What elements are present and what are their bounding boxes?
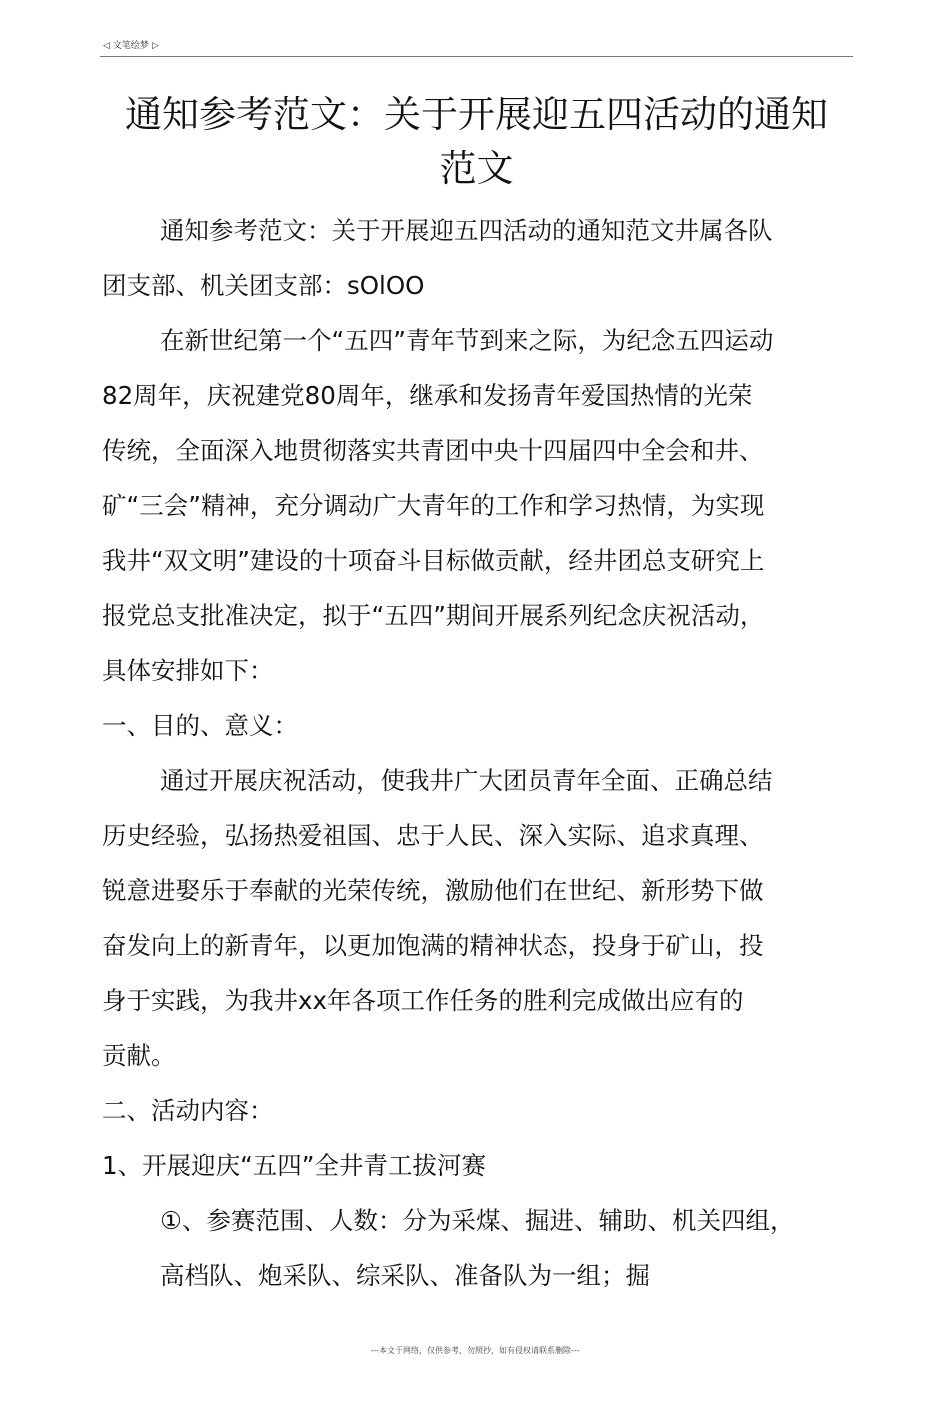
body-line: 团支部、机关团支部：sOlOO <box>102 271 425 300</box>
body-line: 通知参考范文：关于开展迎五四活动的通知范文井属各队 <box>160 216 773 245</box>
body-line: 历史经验，弘扬热爱祖国、忠于人民、深入实际、追求真理、 <box>102 821 764 850</box>
body-line: 矿“三会”精神，充分调动广大青年的工作和学习热情，为实现 <box>102 491 765 520</box>
section-heading: 二、活动内容： <box>102 1096 274 1125</box>
page-footer: ---本文于网络，仅供参考，勿照抄，如有侵权请联系删除--- <box>370 1346 580 1355</box>
header-label: 文笔绘梦 <box>112 41 149 51</box>
body-line: 贡献。 <box>102 1041 176 1070</box>
body-line: 高档队、炮采队、综采队、准备队为一组；掘 <box>160 1261 650 1290</box>
body-line: 82周年，庆祝建党80周年，继承和发扬青年爱国热情的光荣 <box>102 381 753 410</box>
section-heading: 一、目的、意义： <box>102 711 298 740</box>
body-line: 具体安排如下： <box>102 656 274 685</box>
left-triangle-icon: ◁ <box>103 41 110 51</box>
body-line: 奋发向上的新青年，以更加饱满的精神状态，投身于矿山，投 <box>102 931 764 960</box>
body-line: 身于实践，为我井xx年各项工作任务的胜利完成做出应有的 <box>102 986 744 1015</box>
document-title <box>100 88 853 196</box>
body-line: 传统，全面深入地贯彻落实共青团中央十四届四中全会和井、 <box>102 436 764 465</box>
body-line: 在新世纪第一个“五四”青年节到来之际，为纪念五四运动 <box>160 326 774 355</box>
page-header <box>100 40 853 57</box>
body-line: 报党总支批准决定，拟于“五四”期间开展系列纪念庆祝活动， <box>102 601 765 630</box>
right-triangle-icon: ▷ <box>151 41 159 51</box>
title-line-1: 通知参考范文：关于开展迎五四活动的通知 <box>125 93 828 136</box>
body-line: 锐意进娶乐于奉献的光荣传统，激励他们在世纪、新形势下做 <box>102 876 764 905</box>
subsection-heading: 1、开展迎庆“五四”全井青工拔河赛 <box>102 1151 486 1180</box>
body-line: 我井“双文明”建设的十项奋斗目标做贡献，经井团总支研究上 <box>102 546 765 575</box>
document-body <box>102 203 854 1303</box>
body-line: 通过开展庆祝活动，使我井广大团员青年全面、正确总结 <box>160 766 773 795</box>
list-item: ①、参赛范围、人数：分为采煤、掘进、辅助、机关四组， <box>160 1206 795 1235</box>
title-line-2: 范文 <box>439 147 514 190</box>
